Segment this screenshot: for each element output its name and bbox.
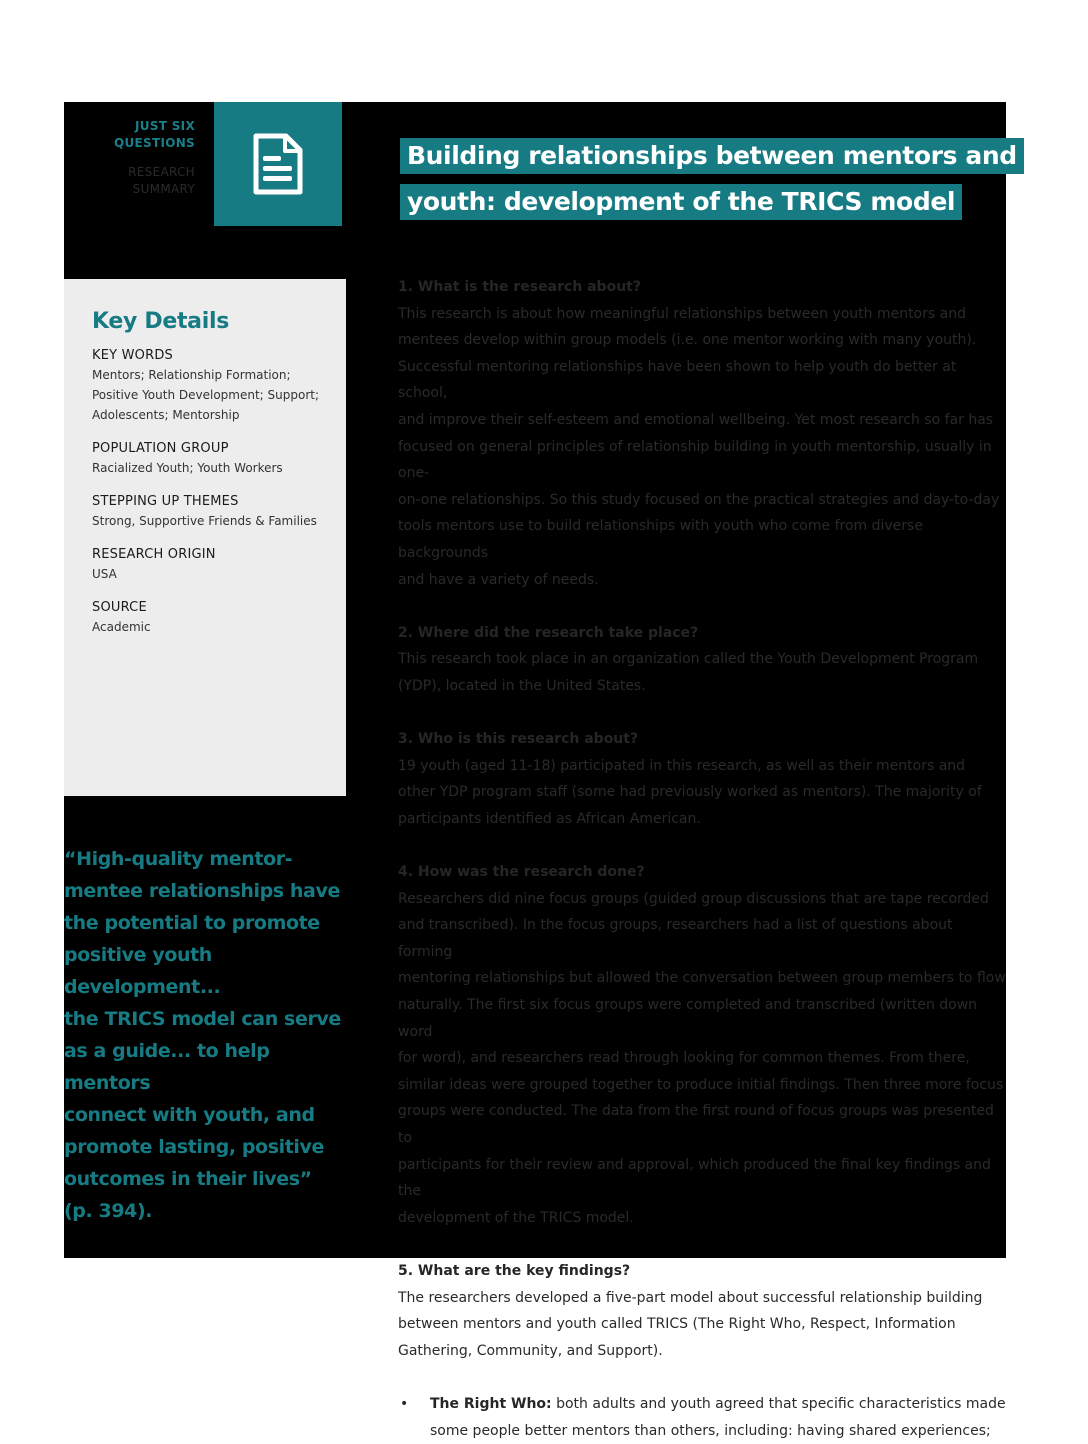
answer-line: focused on general principles of relationship building in youth mentorship, usually in one- [398, 438, 992, 482]
detail-label: SOURCE [92, 600, 147, 615]
finding-text: both adults and youth agreed that specific characteristics made [551, 1395, 1006, 1412]
answer-line: on-one relationships. So this study focused on the practical strategies and day-to-day [398, 491, 1000, 508]
answer-line: for word), and researchers read through looking for common themes. From there, [398, 1050, 970, 1067]
section-question: 5. What are the key findings? [398, 1262, 631, 1279]
detail-value-line: Strong, Supportive Friends & Families [92, 514, 317, 528]
finding-text-line-2: some people better mentors than others, including: having shared experiences; [430, 1422, 991, 1439]
quote-line: “High-quality mentor- [64, 848, 293, 870]
document-page [64, 102, 1017, 1439]
section-answer [398, 646, 1006, 699]
detail-value [92, 564, 326, 584]
answer-line: mentoring relationships but allowed the conversation between group members to flow [398, 970, 1006, 987]
quote-line: promote lasting, positive [64, 1136, 324, 1158]
answer-line: groups were conducted. The data from the first round of focus groups was presented to [398, 1103, 994, 1146]
answer-line: Researchers did nine focus groups (guided group discussions that are tape recorded [398, 890, 989, 907]
detail-value-line: Racialized Youth; Youth Workers [92, 461, 283, 475]
key-details-heading: Key Details [92, 309, 230, 334]
answer-line: mentees develop within group models (i.e. one mentor working with many youth). [398, 332, 977, 349]
section-question: 2. Where did the research take place? [398, 624, 699, 641]
section-question: 1. What is the research about? [398, 279, 641, 295]
detail-value-line: Adolescents; Mentorship [92, 408, 240, 422]
answer-line: Gathering, Community, and Support). [398, 1342, 663, 1359]
quote-line: the potential to promote [64, 912, 320, 934]
quote-line: positive youth development... [64, 944, 221, 998]
section-answer [398, 753, 1006, 833]
answer-line: 19 youth (aged 11-18) participated in this research, as well as their mentors and [398, 757, 966, 774]
answer-line: other YDP program staff (some had previously worked as mentors). The majority of [398, 784, 982, 801]
quote-line: connect with youth, and [64, 1104, 315, 1126]
answer-line: The researchers developed a five-part model about successful relationship building [398, 1289, 983, 1306]
detail-label: STEPPING UP THEMES [92, 494, 239, 509]
detail-label: POPULATION GROUP [92, 441, 229, 456]
answer-line: Successful mentoring relationships have been shown to help youth do better at school, [398, 358, 957, 402]
answer-line: naturally. The first six focus groups were completed and transcribed (written down word [398, 997, 978, 1040]
detail-value [92, 617, 326, 637]
detail-label: RESEARCH ORIGIN [92, 547, 216, 562]
answer-line: similar ideas were grouped together to produce initial findings. Then three more focus [398, 1076, 1004, 1093]
detail-value-line: Mentors; Relationship Formation; [92, 368, 291, 382]
bullet-marker: • [400, 1395, 409, 1412]
detail-value-line: USA [92, 567, 117, 581]
tag-questions: QUESTIONS [113, 136, 195, 150]
tag-just-six: JUST SIX [135, 119, 195, 133]
list-item [398, 1391, 1006, 1444]
finding-lead: The Right Who: [430, 1395, 552, 1412]
tag-summary: SUMMARY [132, 182, 195, 196]
findings-list [398, 1391, 1006, 1444]
answer-line: participants for their review and approval, which produced the final key findings and the [398, 1156, 991, 1200]
section-question: 4. How was the research done? [398, 864, 645, 881]
answer-line: and have a variety of needs. [398, 571, 599, 588]
title-line-1: Building relationships between mentors and [400, 138, 1024, 174]
answer-line: and improve their self-esteem and emotional wellbeing. Yet most research so far has [398, 411, 994, 428]
answer-line: participants identified as African American. [398, 810, 701, 827]
answer-line: tools mentors use to build relationships with youth who come from diverse backgrounds [398, 518, 923, 561]
answer-line: between mentors and youth called TRICS (The Right Who, Respect, Information [398, 1316, 956, 1333]
answer-line: This research took place in an organization called the Youth Development Program [398, 651, 979, 668]
detail-value-line: Academic [92, 620, 151, 634]
title-line-2: youth: development of the TRICS model [400, 184, 962, 220]
detail-value [92, 365, 326, 425]
pull-quote [64, 843, 342, 1227]
section-answer [398, 886, 1006, 1232]
quote-line: as a guide... to help mentors [64, 1040, 270, 1094]
document-icon-tile [214, 102, 342, 226]
answer-line: This research is about how meaningful relationships between youth mentors and [398, 305, 966, 322]
series-tag [114, 118, 195, 198]
document-icon [252, 133, 304, 195]
page-title [400, 138, 1017, 230]
quote-line: mentee relationships have [64, 880, 340, 902]
section-question: 3. Who is this research about? [398, 731, 639, 748]
detail-value [92, 511, 326, 531]
answer-line: (YDP), located in the United States. [398, 677, 646, 694]
body-text [398, 274, 1006, 1444]
detail-value-line: Positive Youth Development; Support; [92, 388, 320, 402]
answer-line: and transcribed). In the focus groups, researchers had a list of questions about forming [398, 917, 953, 960]
section-answer [398, 1285, 1006, 1365]
tag-research: RESEARCH [128, 165, 195, 179]
quote-line: the TRICS model can serve [64, 1008, 341, 1030]
section-answer [398, 301, 1006, 594]
detail-value [92, 458, 326, 478]
quote-line: outcomes in their lives” [64, 1168, 312, 1190]
answer-line: development of the TRICS model. [398, 1209, 634, 1226]
key-details-panel [64, 279, 346, 796]
quote-line: (p. 394). [64, 1200, 153, 1222]
detail-label: KEY WORDS [92, 348, 173, 363]
